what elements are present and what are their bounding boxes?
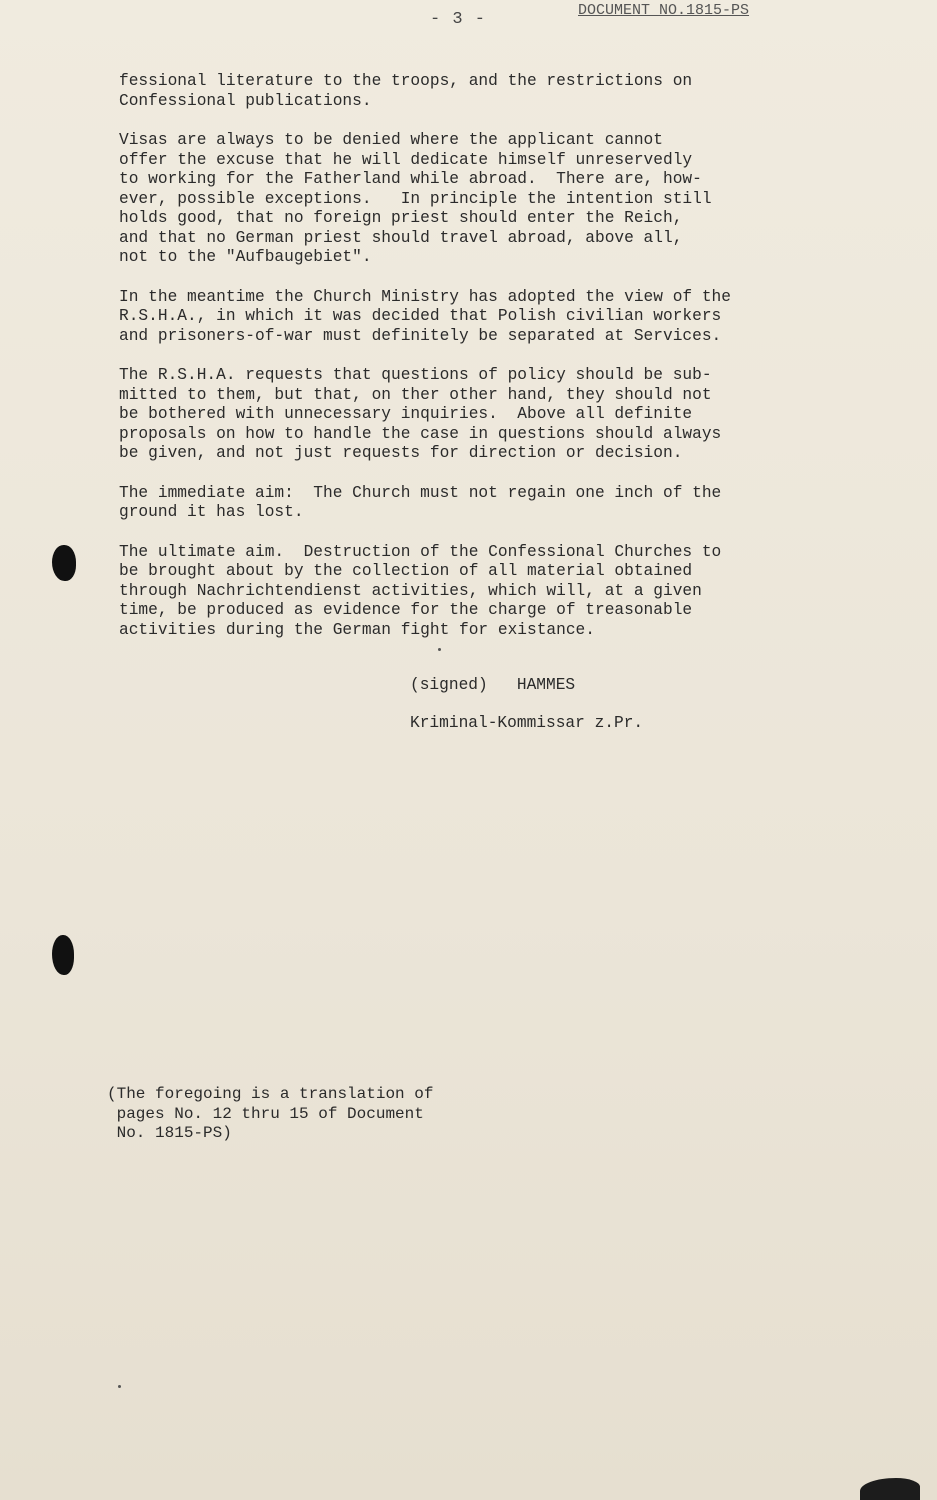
translation-footnote: (The foregoing is a translation of pages No. 12 thru 15 of Document No. 1815-PS) bbox=[107, 1085, 434, 1142]
paragraph-rsha-requests: The R.S.H.A. requests that questions of policy should be sub- mitted to them, but that, on ther other hand, they should not be bothered with unnecessary inquiries. Above all definite proposals on how to handle the case in questions should always be given, and not just requests for direction or decision. bbox=[119, 366, 722, 462]
document-id: DOCUMENT NO.1815-PS bbox=[578, 2, 750, 19]
paragraph-church-ministry: In the meantime the Church Ministry has adopted the view of the R.S.H.A., in which it was decided that Polish civilian workers and prisoners-of-war must definitely be separated at Services. bbox=[119, 287, 731, 345]
paragraph-visas: Visas are always to be denied where the applicant cannot offer the excuse that he will dedicate himself unreservedly to working for the Fatherland while abroad. There are, how- ever, possible exceptions. In principle the intention still holds good, that no foreign priest should enter the Reich, and that no German priest should travel abroad, above all, not to the "Aufbaugebiet". bbox=[119, 131, 712, 266]
punch-hole-mark-bottom bbox=[52, 935, 74, 975]
document-body bbox=[119, 72, 859, 660]
page-edge-mark bbox=[860, 1478, 920, 1500]
paragraph-confessional-literature: fessional literature to the troops, and the restrictions on Confessional publications. bbox=[119, 72, 693, 110]
ink-speck bbox=[118, 1385, 121, 1388]
paragraph-immediate-aim: The immediate aim: The Church must not regain one inch of the ground it has lost. bbox=[119, 483, 722, 521]
signature-line: (signed) HAMMES bbox=[410, 676, 576, 694]
ink-speck bbox=[438, 648, 441, 651]
signatory-title: Kriminal-Kommissar z.Pr. bbox=[410, 714, 644, 732]
page-number: - 3 - bbox=[430, 10, 487, 29]
punch-hole-mark-top bbox=[52, 545, 76, 581]
paragraph-ultimate-aim: The ultimate aim. Destruction of the Confessional Churches to be brought about by the collection of all material obtained through Nachrichtendienst activities, which will, at a given time, be produced as evidence for the charge of treasonable activities during the German fight for existance. bbox=[119, 542, 722, 639]
